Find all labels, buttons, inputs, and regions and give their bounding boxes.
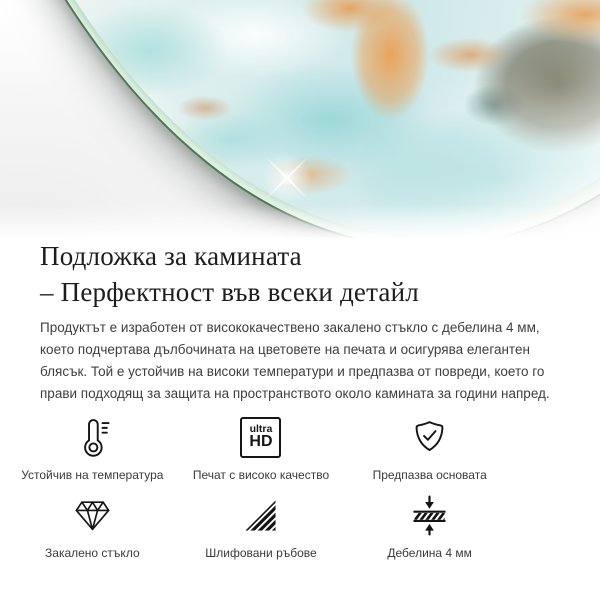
thickness-icon [411,492,448,538]
feature-item [8,492,177,560]
thermometer-icon [75,414,110,460]
features-grid [8,414,514,560]
feature-label: Закалено стъкло [45,546,140,560]
feature-item [177,414,346,482]
feature-label: Печат с високо качество [192,468,330,482]
product-info-section [0,238,600,560]
feature-item [345,492,514,560]
feature-label: Дебелина 4 мм [387,546,472,560]
ultra-hd-icon [240,414,281,460]
shield-check-icon [411,414,448,460]
polished-edges-icon [243,492,278,538]
feature-label: Шлифовани ръбове [205,546,317,560]
feature-item [8,414,177,482]
feature-item [345,414,514,482]
feature-label: Устойчив на температура [21,468,164,482]
product-description: Продуктът е изработен от висококачествено закалено стъкло с дебелина 4 мм, което подчертава дълбочината на цветовете на печата и осигурява елегантен блясък. Той е устойчив на високи температури и предпазва от повреди, което го прави подходящ за защита на пространството около камината за години напред. [40,320,550,401]
page-title-line2: – Перфектност във всеки детайл [40,277,419,307]
product-hero [0,0,600,238]
page-title [40,238,600,310]
page-title-line1: Подложка за камината [40,241,302,271]
diamond-icon [72,492,113,538]
feature-label: Предпазва основата [372,468,487,482]
feature-item [177,492,346,560]
sparkle-icon [255,146,319,210]
ultra-hd-icon-text-bottom: HD [249,433,273,451]
ultra-hd-icon-text-top: ultra [249,422,273,435]
